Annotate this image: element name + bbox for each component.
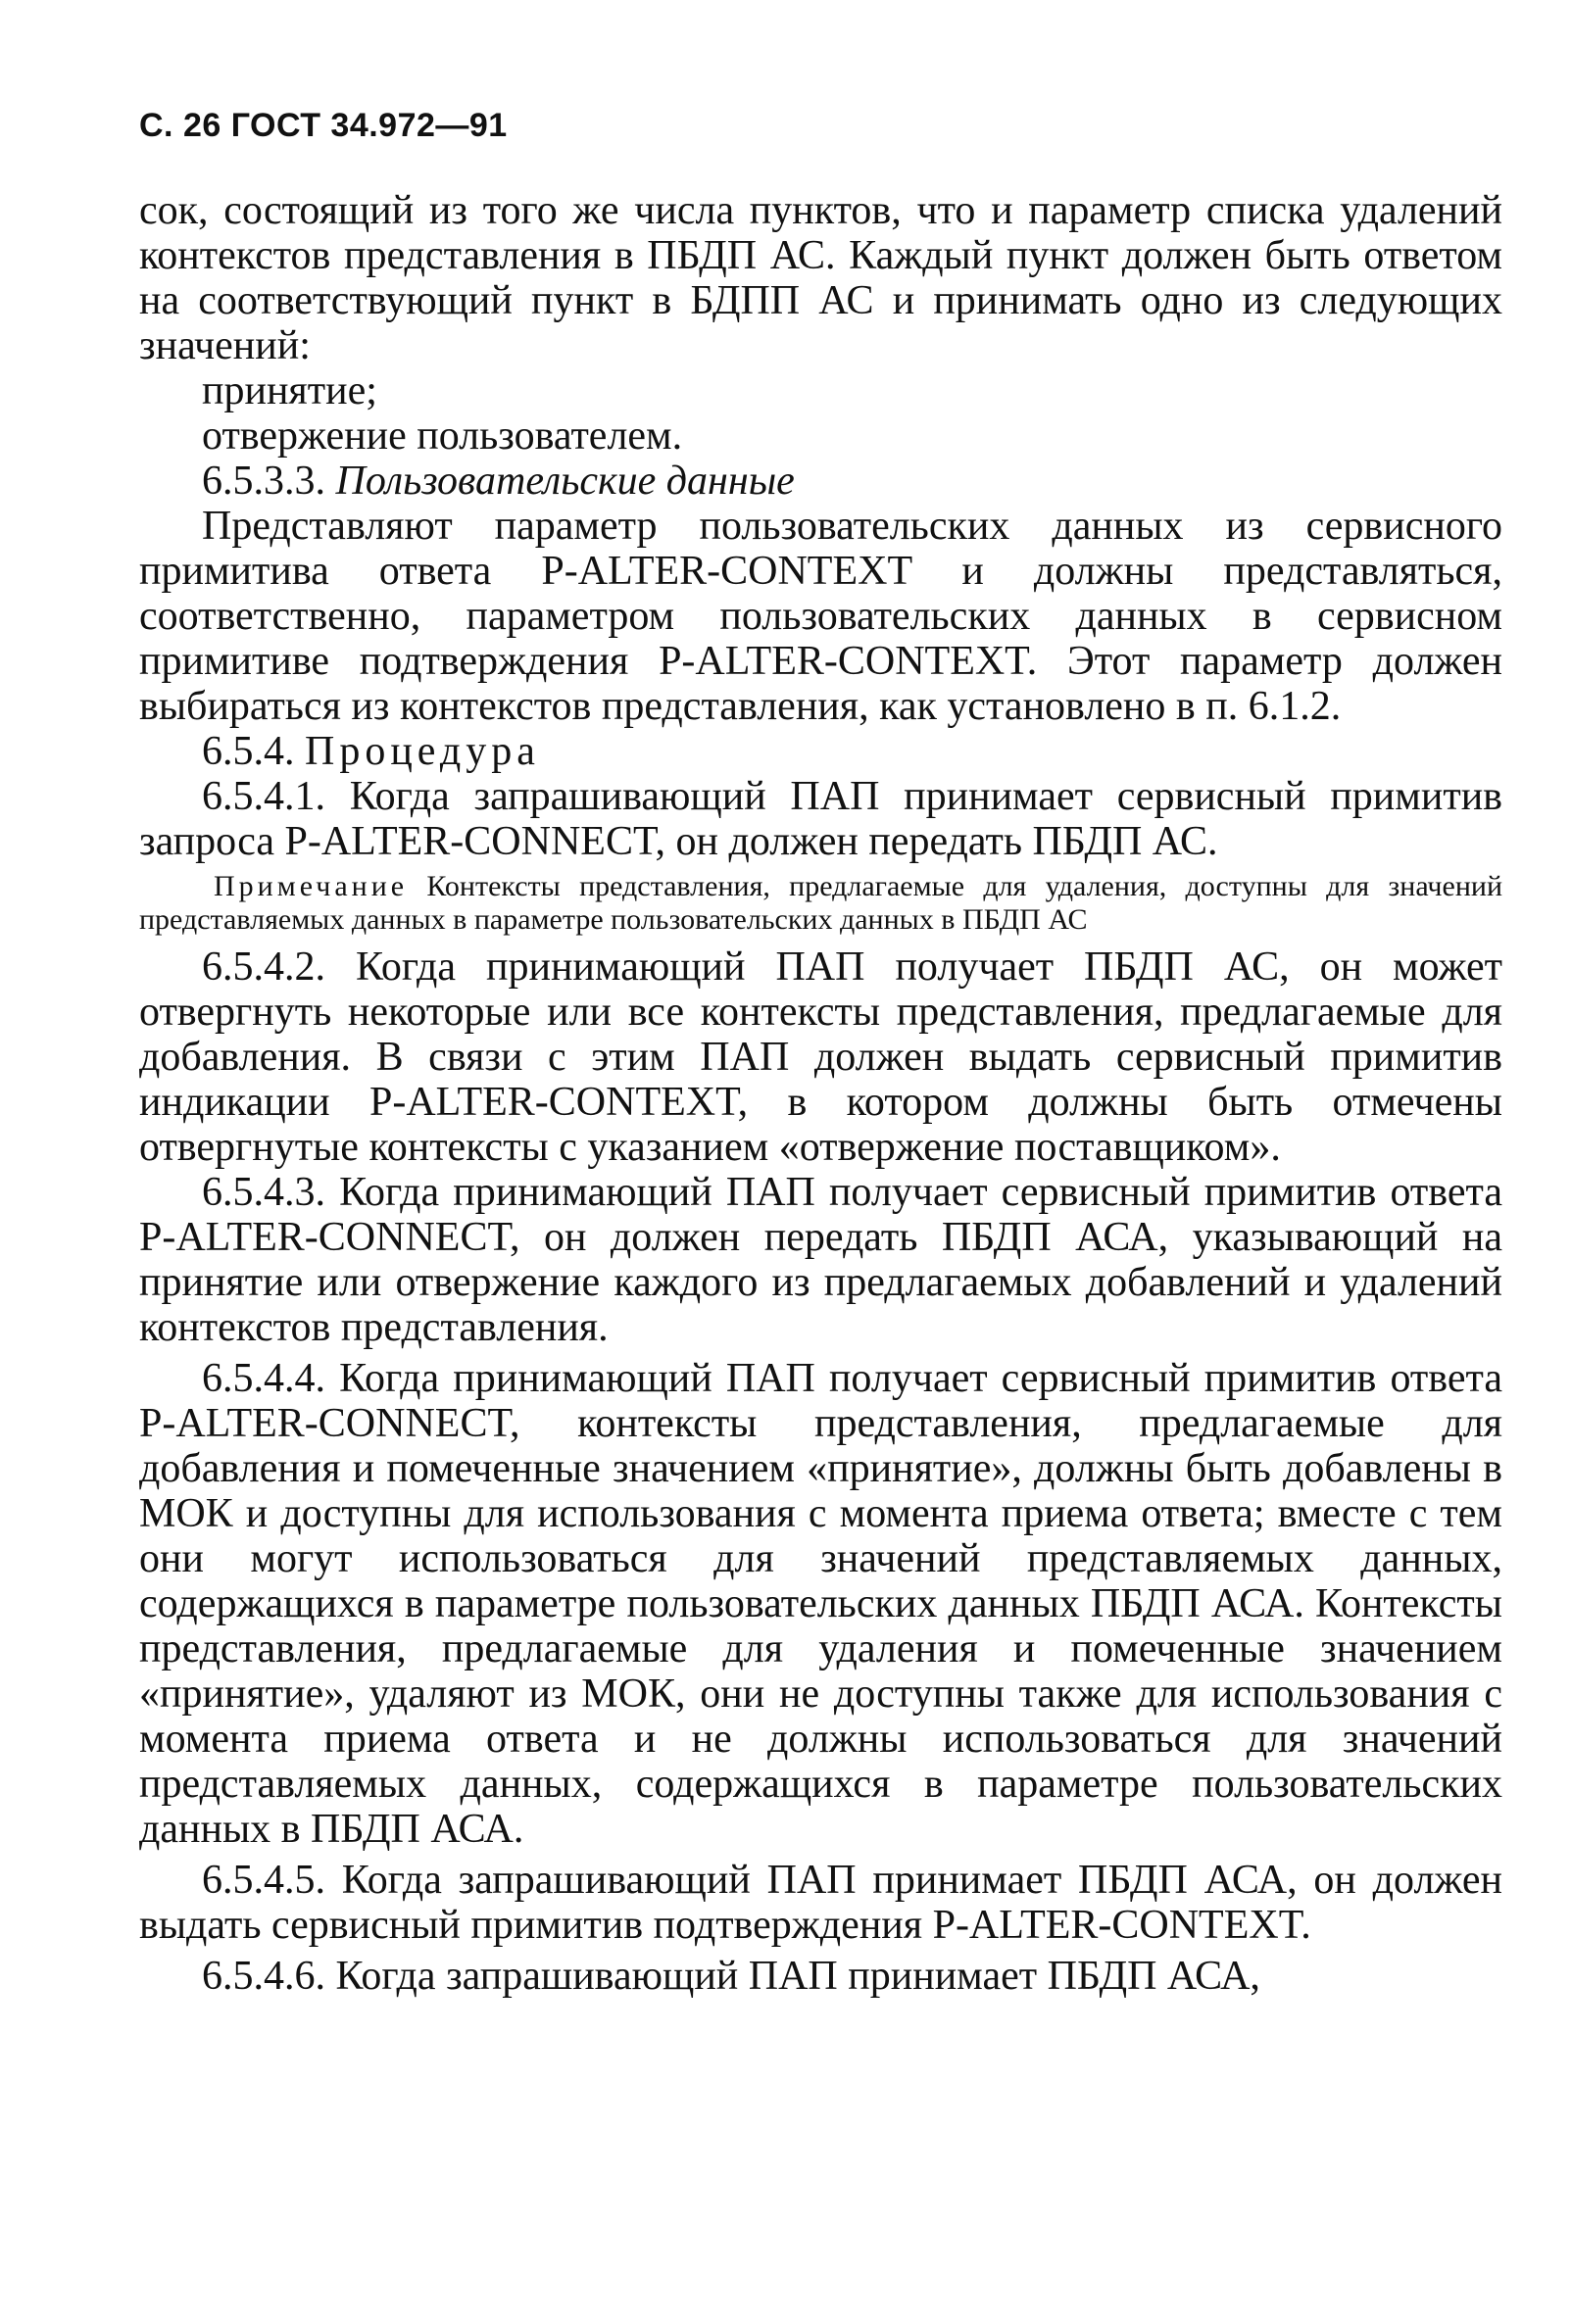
- note-text: Контексты представления, предлагаемые для удаления, доступны для значений представляемых данных в параметре пользовательских данных в ПБДП АС: [139, 870, 1503, 936]
- section-number: 6.5.4.: [202, 729, 295, 774]
- note-label: Примечание: [214, 870, 409, 902]
- note: [139, 870, 1502, 937]
- list-item: принятие;: [202, 368, 377, 413]
- section-body-6-5-3-3: Представляют параметр пользовательских данных из сервисного примитива ответа P-ALTER-CONTEXT и должны представляться, соответственно, параметром пользовательских данных в сервисном примитиве подтверждения P-ALTER-CONTEXT. Этот параметр должен выбираться из контекстов представления, как установлено в п. 6.1.2.: [139, 504, 1502, 729]
- paragraph-6-5-4-6: 6.5.4.6. Когда запрашивающий ПАП принимает ПБДП АСА,: [202, 1954, 1260, 1999]
- section-heading-6-5-4: [139, 729, 1502, 774]
- continued-paragraph: сок, состоящий из того же числа пунктов, что и параметр списка удалений контекстов представления в ПБДП АС. Каждый пункт должен быть ответом на соответствующий пункт в БДПП АС и принимать одно из следующих значений:: [139, 188, 1502, 368]
- list-item: отвержение пользователем.: [202, 413, 683, 459]
- section-title: Процедура: [305, 729, 540, 774]
- paragraph-6-5-4-4: 6.5.4.4. Когда принимающий ПАП получает сервисный примитив ответа P-ALTER-CONNECT, контексты представления, предлагаемые для добавления и помеченные значением «принятие», должны быть добавлены в МОК и доступны для использования с момента приема ответа; вместе с тем они могут использоваться для значений представляемых данных, содержащихся в параметре пользовательских данных ПБДП АСА. Контексты представления, предлагаемые для удаления и помеченные значением «принятие», удаляют из МОК, они не доступны также для использования с момента приема ответа и не должны использоваться для значений представляемых данных, содержащихся в параметре пользовательских данных в ПБДП АСА.: [139, 1356, 1502, 1852]
- section-title: Пользовательские данные: [335, 459, 795, 504]
- section-heading-6-5-3-3: [139, 459, 1502, 504]
- paragraph-6-5-4-3: 6.5.4.3. Когда принимающий ПАП получает сервисный примитив ответа P-ALTER-CONNECT, он должен передать ПБДП АСА, указывающий на принятие или отвержение каждого из предлагаемых добавлений и удалений контекстов представления.: [139, 1170, 1502, 1350]
- section-number: 6.5.3.3.: [202, 459, 325, 504]
- paragraph-6-5-4-2: 6.5.4.2. Когда принимающий ПАП получает ПБДП АС, он может отвергнуть некоторые или все контексты представления, предлагаемые для добавления. В связи с этим ПАП должен выдать сервисный примитив индикации P-ALTER-CONTEXT, в котором должны быть отмечены отвергнутые контексты с указанием «отвержение поставщиком».: [139, 944, 1502, 1170]
- paragraph-6-5-4-5: 6.5.4.5. Когда запрашивающий ПАП принимает ПБДП АСА, он должен выдать сервисный примитив подтверждения P-ALTER-CONTEXT.: [139, 1858, 1502, 1948]
- page-header: С. 26 ГОСТ 34.972—91: [139, 107, 508, 144]
- paragraph-6-5-4-1: 6.5.4.1. Когда запрашивающий ПАП принимает сервисный примитив запроса P-ALTER-CONNECT, он должен передать ПБДП АС.: [139, 774, 1502, 864]
